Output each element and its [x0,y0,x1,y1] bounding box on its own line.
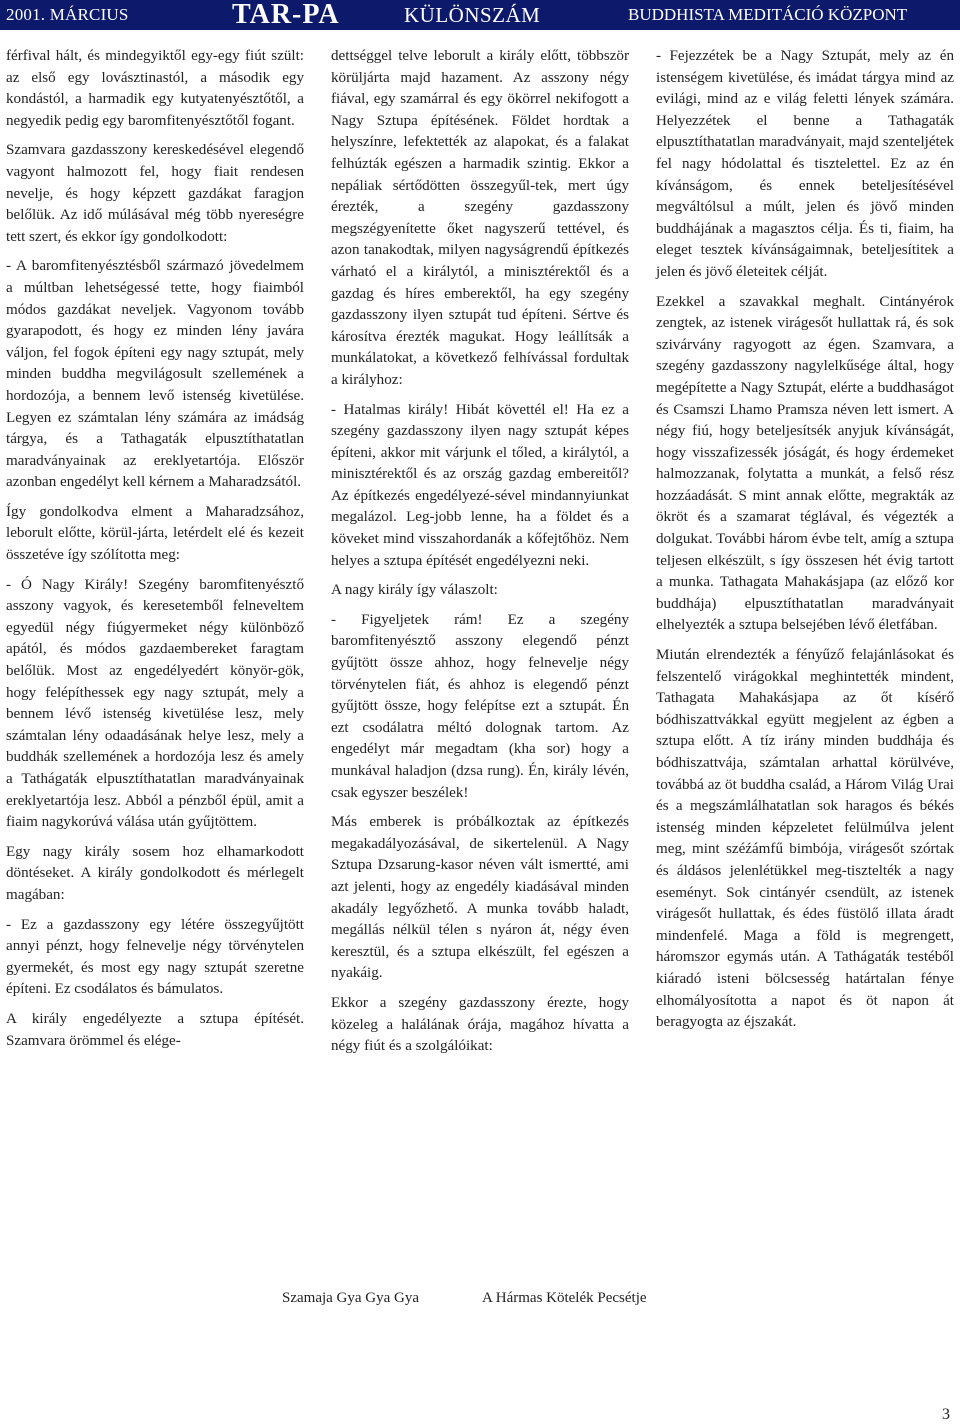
paragraph: Egy nagy király sosem hoz elhamarkodott döntéseket. A király gondolkodott és mérlegelt magában: [6,843,304,903]
paragraph: Így gondolkodva elment a Maharadzsához, leborult előtte, körül-járta, letérdelt elé és kezeit összetéve így szólította meg: [6,503,304,564]
paragraph: férfival hált, és mindegyiktől egy-egy fiút szült: az első egy lovásztinastól, a második egy kondástól, a harmadik egy kutyatenyésztőtől, a negyedik pedig egy baromfitenyésztőtől fogant. [6,48,304,129]
special-edition-label: KÜLÖNSZÁM [404,3,541,27]
paragraph: Más emberek is próbálkoztak az építkezés megakadályozásával, de sikertelenül. A Nagy Sztupa Dzsarung-kasor néven vált ismertté, ami azt jelenti, hogy az engedély kiadásával minden akadály legyőzhető. A munka tovább haladt, megállás nélkül télen s nyáron át, négy éven keresztül, és a sztupa elkészült, fel egészen a nyakáig. [331,814,629,982]
paragraph: A nagy király így válaszolt: [331,582,498,599]
caption-seal: A Hármas Kötelék Pecsétje [482,1290,647,1306]
paragraph: Ekkor a szegény gazdasszony érezte, hogy közeleg a halálának órája, magához hívatta a négy fiút és a szolgálóikat: [331,994,629,1055]
paragraph: Szamvara gazdasszony kereskedésével elegendő vagyont halmozott fel, hogy fiait rendesen nevelje, és hogy képzett gazdákat faragjon belőlük. Az idő múlásával még több nyereségre tett szert, és ekkor így gondolkodott: [6,142,304,245]
paragraph: Ezekkel a szavakkal meghalt. Cintányérok zengtek, az istenek virágesőt hullattak rá, és sok szivárvány ragyogott az égen. Szamvara, a szegény gazdasszony nagylelkűsége által, hogy megépítette a Nagy Sztupát, elérte a buddhaságot és Csamszi Lhamo Pramsza néven lett ismert. A négy fiú, hogy beteljesítsék anyjuk kívánságát, hogy visszafizessék jóságát, és hogy érdemeket halmozzanak, folytatta a munkát, a felső rész hozzáadását. S mint annak előtte, megrakták az ökröt és a szamarat téglával, és végezték a dolgukat. További három évbe telt, amíg a sztupa teljesen elkészült, s így összesen hét évig tartott a munka. Tathagata Mahakásjapa (az előző kor buddhája) elpusztíthatatlan maradványait elhelyezték a sztupa belsejében lévő életfában. [656,293,954,634]
article-column-1 [6,46,304,1060]
article-column-2 [331,46,629,1066]
paragraph: - Fejezzétek be a Nagy Sztupát, mely az én istenségem kivetülése, és imádat tárgya mind az evilági, mind az e világ feletti lények számára. Helyezzétek el benne a Tathagaták elpusztíthatatlan maradványait, majd szenteljétek fel nagy hódolattal és tisztelettel. Ez az én kívánságom, és ennek beteljesítésével megváltólsul a múlt, jelen és jövő minden buddhájának a magasztos célja. És ti, fiaim, ha eleget tesztek kívánságaimnak, beteljesítitek a jelen és jövő életeitek célját. [656,48,954,280]
paragraph: - A baromfitenyésztésből származó jövedelmem a múltban lehetségessé tette, hogy fiaimból módos gazdákat neveljek. Vagyonom tovább gyarapodott, és hogy ez minden lény javára váljon, fel fogok építeni egy nagy sztupát, mely minden buddha megvilágosult szellemének a hordozója, a bennem levő istenség kivetülése. Legyen ez számtalan lény számára az imádság tárgya, és a Tathagaták elpusztíthatatlan maradványainak az ereklyetartója. Először azonban engedélyt kell kérnem a Maharadzsától. [6,258,304,491]
page-number: 3 [942,1406,950,1423]
newsletter-title: TAR-PA [232,0,340,30]
center-name: BUDDHISTA MEDITÁCIÓ KÖZPONT [628,5,908,24]
issue-date: 2001. MÁRCIUS [6,5,129,24]
caption-samaya: Szamaja Gya Gya Gya [282,1290,420,1306]
article-column-3 [656,46,954,1042]
paragraph: A király engedélyezte a sztupa építését. Szamvara örömmel és elége- [6,1010,304,1049]
paragraph: - Ó Nagy Király! Szegény baromfitenyésztő asszony vagyok, és keresetemből felneveltem egyedül négy fiúgyermeket négy különböző apától, és módos gazdaembereket faragtam belőlük. Most az engedélyedért könyör-gök, hogy felépíthessek egy nagy sztupát, mely a bennem lévő istenség kivetülése lesz, mely számtalan lény odaadásának helye lesz, mely a buddhák szellemének a hordozója lesz és amely a Tathágaták elpusztíthatatlan maradványainak ereklyetartója lesz. Abból a pénzből épül, amit a fiaim nagykorúvá válása után gyűjtöttem. [6,576,304,831]
paragraph: Miután elrendezték a fényűző felajánlásokat és felszentelő virágokkal meghintették mindent, Tathagata Mahakásjapa az őt kísérő bódhiszattvákkal együtt megjelent az égben a sztupa előtt. A tíz irány minden buddhája és bódhiszattvája, számtalan arhattal körülvéve, továbbá az öt buddha család, a Három Világ Urai és a megszámlálhatatlan sok haragos és békés istenség minden képzeletet felülmúlva jelent meg, mint széźámfű bimbója, virágesőt szórtak és áldásos jelenlétükkel meg-tisztelték a nagy eseményt. Sok cintányér csendült, az istenek virágesőt hullattak, és édes füstölő illata áradt mindenfelé. Maga a föld is megrengett, háromszor egymás után. A Tathágaták testéből kiáradó isteni bölcsesség határtalan fénye elhomályosította a napot és öt napon át beragyogta az éjszakát. [656,647,954,1031]
page-header [0,0,960,30]
paragraph: dettséggel telve leborult a király előtt, többször körüljárta majd hazament. Az asszony négy fiával, egy szamárral és egy ökörrel nekifogott a Nagy Sztupa építésének. Földet hordtak a helyszínre, lefektették az alapokat, és a falakat felhúzták egészen a harmadik szintig. Ekkor a nepáliak sértődötten összegyűl-tek, mert úgy érezték, a szegény gazdasszony megszégyenítette őket nagyszerű tettével, és azon tanakodtak, milyen nagyságrendű építkezés várható el a királytól, a minisztérektől és a gazdag és híres emberektől, ha egy szegény gazdasszony ilyen sztupát tud építeni. Sértve és károsítva érezték magukat. Hogy leállítsák a munkálatokat, a következő felhívással fordultak a királyhoz: [331,48,629,388]
paragraph: - Figyeljetek rám! Ez a szegény baromfitenyésztő asszony elegendő pénzt gyűjtött össze ahhoz, hogy felnevelje négy törvénytelen fiát, és ahhoz is elegendő pénzt gyűjtött össze, hogy felépítse ezt a sztupát. Én ezt csodálatra méltó dolognak tartom. Az engedélyt már megadtam (kha sor) hogy a munkával haladjon (dzsa rung). Én, király lévén, csak egyszer beszélek! [331,611,629,801]
paragraph: - Hatalmas király! Hibát követtél el! Ha ez a szegény gazdasszony ilyen nagy sztupát képes építeni, akkor mit várjunk el tőled, a királytól, a minisztérektől és az ország gazdag embereitől? Az építkezés engedélyezé-sével mindannyiunkat megalázol. Leg-jobb lenne, ha a földet és a köveket mind visszahordanák a kőfejtőhöz. Nem helyes a sztupa építését engedélyezni neki. [331,401,629,569]
paragraph: - Ez a gazdasszony egy létére összegyűjtött annyi pénzt, hogy felnevelje négy törvénytelen gyermekét, és most egy nagy sztupát szeretne építeni. Ez csodálatos és bámulatos. [6,916,304,998]
